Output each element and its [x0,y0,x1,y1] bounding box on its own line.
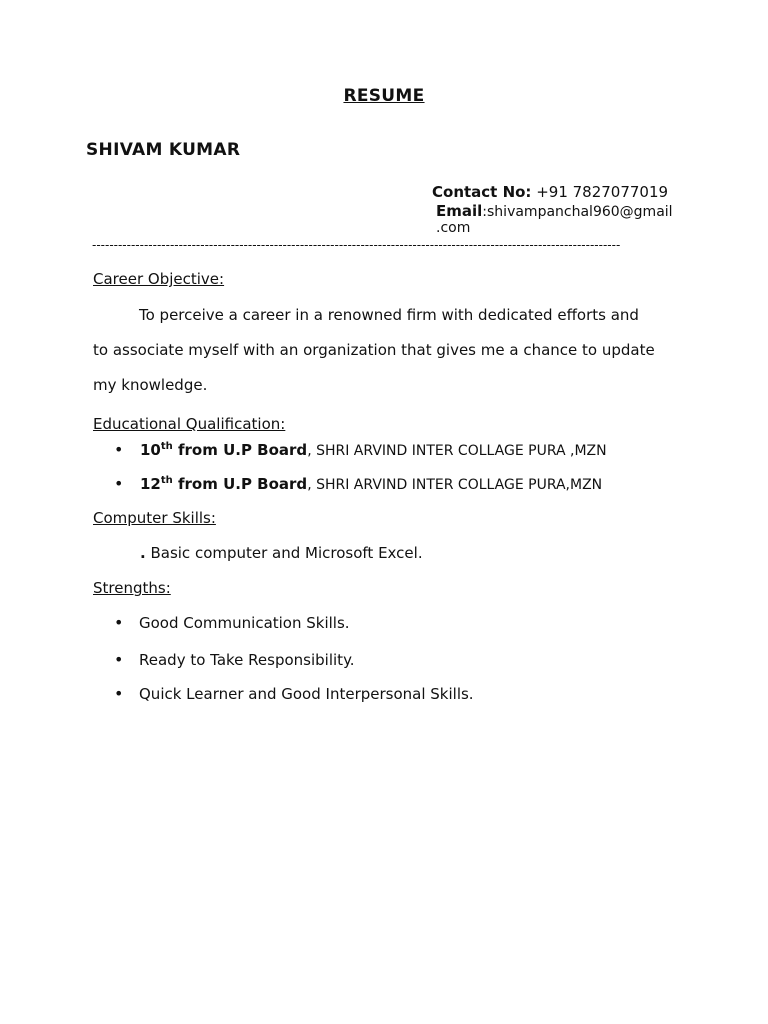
computer-skills-value: Basic computer and Microsoft Excel. [145,544,423,562]
resume-title: RESUME [343,86,425,106]
email-line [436,202,673,220]
computer-skills-dot: . [140,544,146,562]
career-objective-line: to associate myself with an organization that gives me a chance to update [93,341,655,359]
bullet-icon: • [114,684,124,703]
bullet-icon: • [114,613,124,632]
strength-item: Ready to Take Responsibility. [139,651,355,669]
education-class: 12 [140,475,161,493]
education-item [140,441,607,459]
contact-label: Contact No: [432,183,532,201]
education-school: , SHRI ARVIND INTER COLLAGE PURA,MZN [307,477,603,493]
email-label: Email [436,202,483,220]
contact-value: +91 7827077019 [531,183,669,201]
section-divider: -------------------------------------------------------------------------------------------------------------------------- [92,238,621,252]
education-school: , SHRI ARVIND INTER COLLAGE PURA ,MZN [307,443,607,459]
education-board: from U.P Board [172,441,308,459]
computer-skills-text [140,544,423,562]
email-value: :shivampanchal960@gmail [482,204,673,220]
bullet-icon: • [114,440,124,459]
career-objective-heading: Career Objective: [93,270,225,288]
strengths-heading: Strengths: [93,579,171,597]
strength-item: Good Communication Skills. [139,614,350,632]
bullet-icon: • [114,474,124,493]
education-class-suffix: th [160,475,173,486]
candidate-name: SHIVAM KUMAR [86,140,241,160]
strength-item: Quick Learner and Good Interpersonal Skills. [139,685,474,703]
computer-skills-heading: Computer Skills: [93,509,216,527]
bullet-icon: • [114,650,124,669]
education-class: 10 [140,441,161,459]
career-objective-line: To perceive a career in a renowned firm with dedicated efforts and [139,306,639,324]
career-objective-line: my knowledge. [93,376,208,394]
contact-number [432,183,668,201]
education-class-suffix: th [160,441,173,452]
education-board: from U.P Board [172,475,308,493]
email-value-continued: .com [436,220,471,236]
education-heading: Educational Qualification: [93,415,286,433]
education-item [140,475,602,493]
